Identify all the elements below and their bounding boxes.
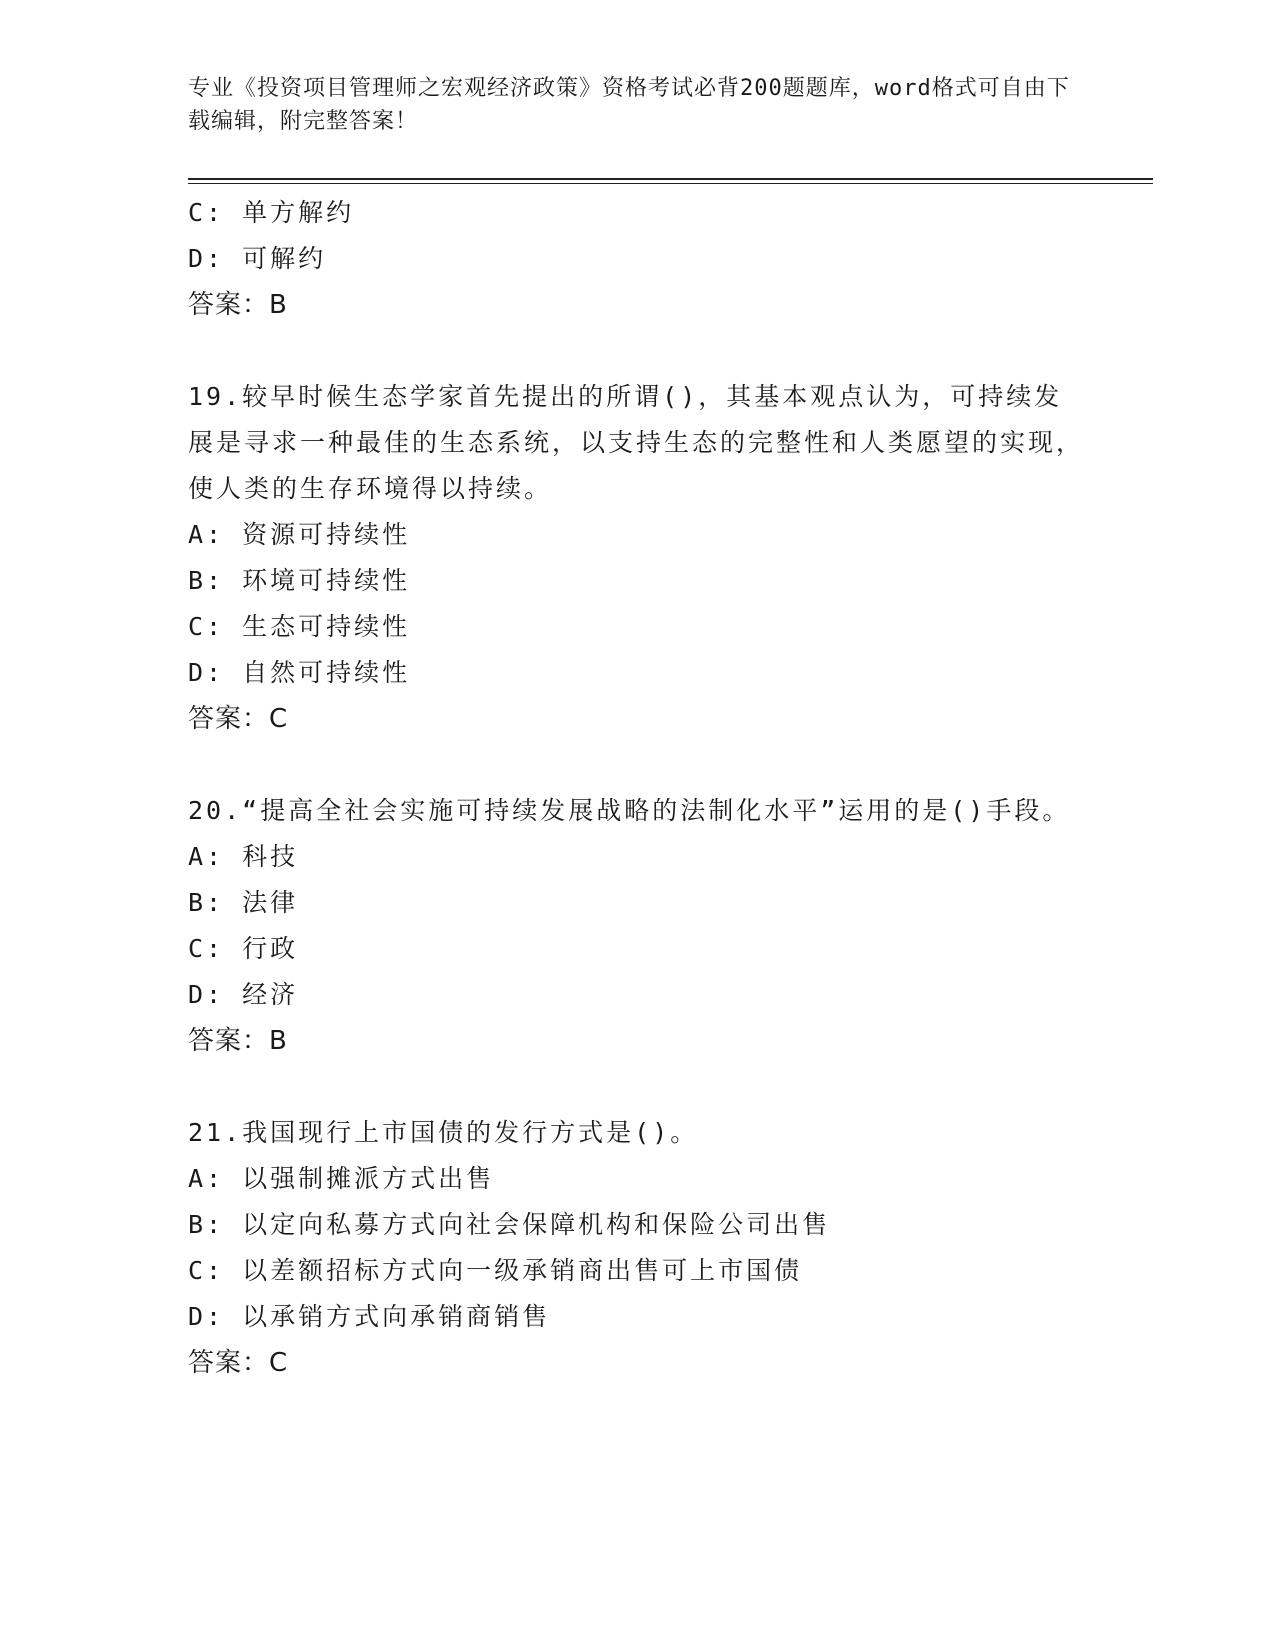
header-rule-thin	[188, 183, 1153, 184]
answer-line: 答案：B	[188, 290, 288, 320]
question-20	[188, 788, 1088, 1064]
option-b: B: 环境可持续性	[188, 566, 411, 595]
option-d: D: 自然可持续性	[188, 658, 411, 687]
spacer	[188, 742, 1088, 788]
option-b: B: 以定向私募方式向社会保障机构和保险公司出售	[188, 1210, 831, 1239]
option-a: A: 资源可持续性	[188, 520, 411, 549]
answer-line: 答案：B	[188, 1026, 288, 1056]
option-c: C: 单方解约	[188, 198, 355, 227]
option-d: D: 以承销方式向承销商销售	[188, 1302, 551, 1331]
document-header: 专业《投资项目管理师之宏观经济政策》资格考试必背200题题库，word格式可自由下载编辑，附完整答案！	[188, 76, 1070, 134]
spacer	[188, 328, 1088, 374]
question-19	[188, 374, 1088, 742]
answer-line: 答案：C	[188, 704, 289, 734]
answer-line: 答案：C	[188, 1348, 289, 1378]
option-c: C: 生态可持续性	[188, 612, 411, 641]
option-c: C: 行政	[188, 934, 299, 963]
question-stem: 20.“提高全社会实施可持续发展战略的法制化水平”运用的是()手段。	[188, 796, 1071, 825]
document-body	[188, 190, 1088, 1386]
option-c: C: 以差额招标方式向一级承销商出售可上市国债	[188, 1256, 803, 1285]
option-b: B: 法律	[188, 888, 299, 917]
spacer	[188, 1064, 1088, 1110]
question-18-tail	[188, 190, 1088, 328]
option-d: D: 经济	[188, 980, 299, 1009]
option-d: D: 可解约	[188, 244, 327, 273]
header-rule-thick	[188, 178, 1153, 180]
question-stem: 19.较早时候生态学家首先提出的所谓()，其基本观点认为，可持续发展是寻求一种最佳的生态系统，以支持生态的完整性和人类愿望的实现，使人类的生存环境得以持续。	[188, 382, 1085, 503]
question-stem: 21.我国现行上市国债的发行方式是()。	[188, 1118, 699, 1147]
question-21	[188, 1110, 1088, 1386]
option-a: A: 以强制摊派方式出售	[188, 1164, 495, 1193]
option-a: A: 科技	[188, 842, 299, 871]
